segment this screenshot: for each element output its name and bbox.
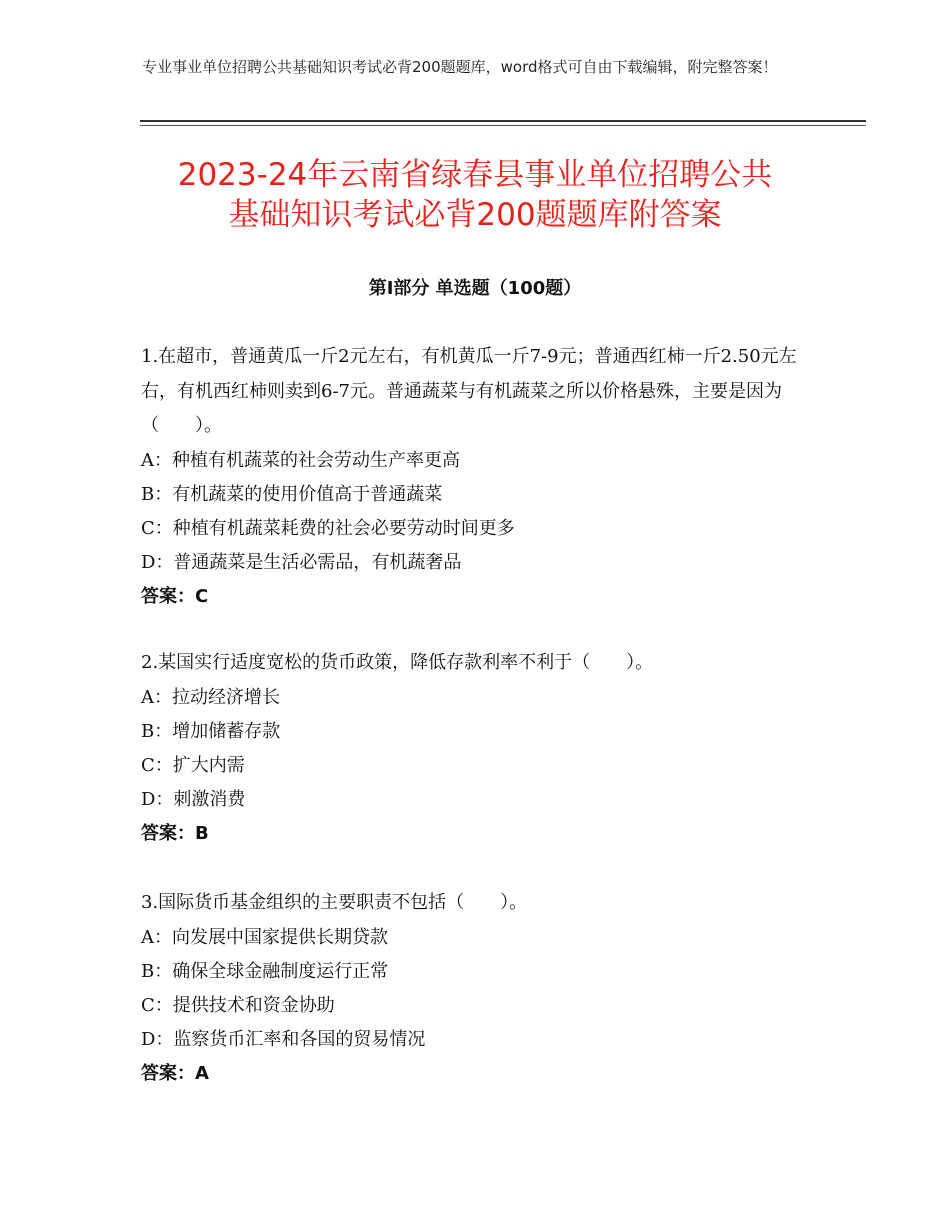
answer: 答案：C [141,585,209,607]
option-b: B：有机蔬菜的使用价值高于普通蔬菜 [141,483,443,505]
option-d: D：监察货币汇率和各国的贸易情况 [141,1028,426,1050]
answer: 答案：B [141,822,209,844]
question-stem: 3.国际货币基金组织的主要职责不包括（ ）。 [141,892,528,913]
document-title [60,155,890,235]
option-b: B：确保全球金融制度运行正常 [141,960,389,982]
header-rule-thick [140,120,866,122]
question-2 [141,646,821,851]
option-c: C：提供技术和资金协助 [141,994,335,1016]
option-d: D：普通蔬菜是生活必需品，有机蔬奢品 [141,551,462,573]
question-3 [141,886,821,1091]
option-a: A：向发展中国家提供长期贷款 [141,926,388,948]
header-note: 专业事业单位招聘公共基础知识考试必背200题题库，word格式可自由下载编辑，附完整答案！ [142,58,778,76]
option-a: A：种植有机蔬菜的社会劳动生产率更高 [141,449,460,471]
section-title: 第Ⅰ部分 单选题（100题） [368,278,582,299]
option-c: C：种植有机蔬菜耗费的社会必要劳动时间更多 [141,517,515,539]
question-stem: 2.某国实行适度宽松的货币政策，降低存款利率不利于（ ）。 [141,652,654,673]
title-line-1: 2023-24年云南省绿春县事业单位招聘公共 [177,157,773,193]
question-stem: 1.在超市，普通黄瓜一斤2元左右，有机黄瓜一斤7-9元；普通西红柿一斤2.50元左右，有机西红柿则卖到6-7元。普通蔬菜与有机蔬菜之所以价格悬殊，主要是因为（ ）。 [141,346,797,436]
question-1 [141,340,821,614]
header-rule-thin [140,125,866,126]
option-a: A：拉动经济增长 [141,686,280,708]
option-b: B：增加储蓄存款 [141,720,281,742]
option-d: D：刺激消费 [141,788,246,810]
option-c: C：扩大内需 [141,754,245,776]
title-line-2: 基础知识考试必背200题题库附答案 [228,197,722,233]
answer: 答案：A [141,1062,209,1084]
